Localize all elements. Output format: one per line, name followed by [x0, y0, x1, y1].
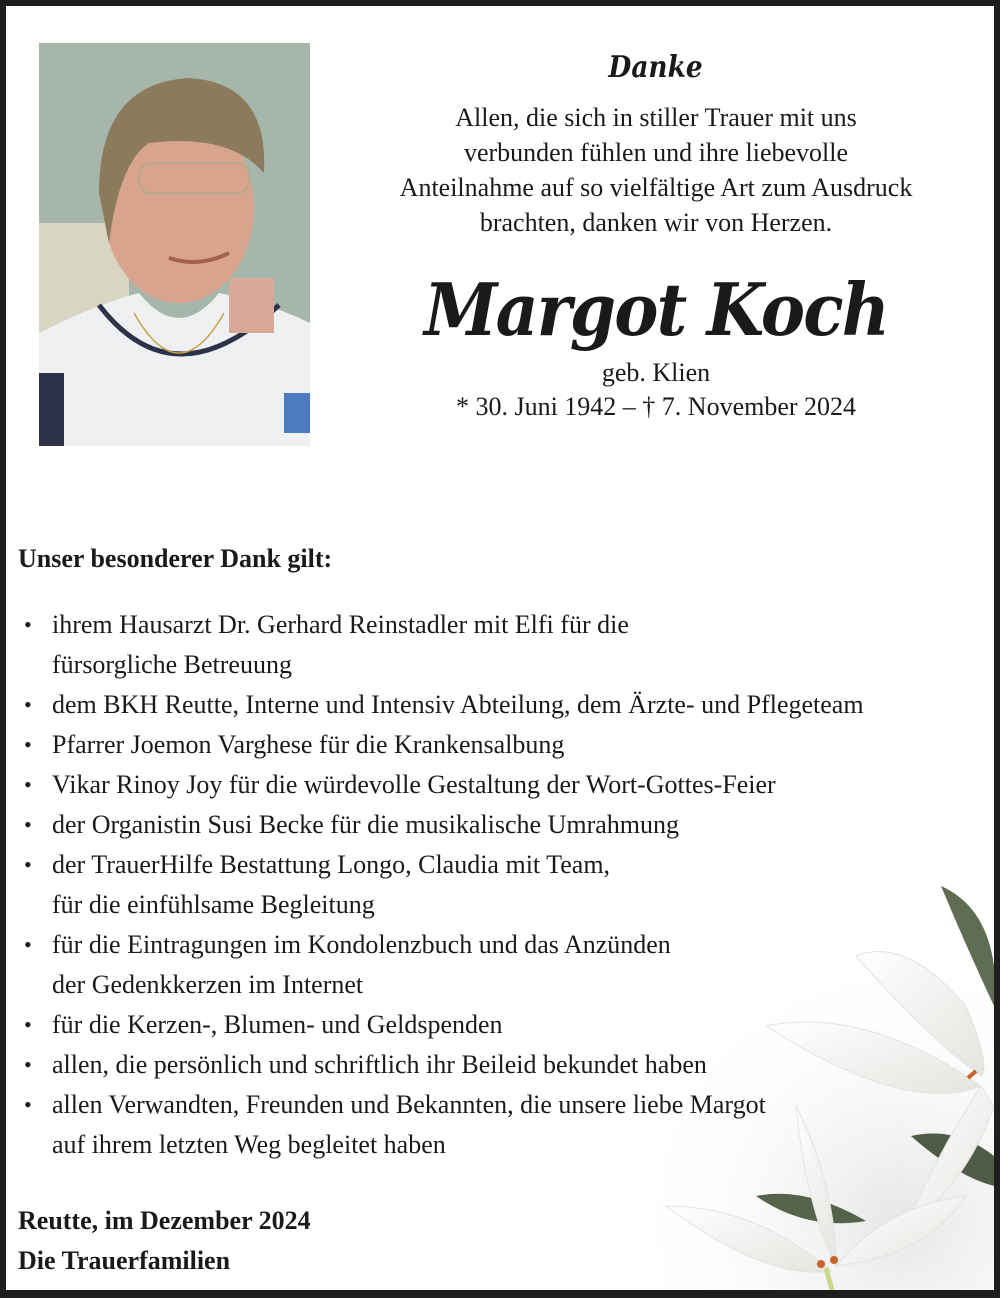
- bullet-icon: •: [24, 1012, 32, 1037]
- bullet-icon: •: [24, 772, 32, 797]
- list-item: [18, 845, 993, 925]
- intro-line: Allen, die sich in stiller Trauer mit uns: [455, 103, 857, 132]
- bullet-icon: •: [24, 852, 32, 877]
- list-item-text: für die einfühlsame Begleitung: [52, 890, 375, 919]
- bullet-icon: •: [24, 812, 32, 837]
- intro-text: [336, 100, 976, 240]
- life-dates: * 30. Juni 1942 – † 7. November 2024: [455, 392, 857, 421]
- list-item-text: auf ihrem letzten Weg begleitet haben: [52, 1130, 446, 1159]
- list-item: [18, 765, 993, 805]
- family-signature: Die Trauerfamilien: [18, 1246, 231, 1275]
- list-item: [18, 725, 993, 765]
- deceased-name: Margot Koch: [424, 267, 888, 352]
- thanks-list: [18, 605, 993, 1165]
- list-item-text: dem BKH Reutte, Interne und Intensiv Abteilung, dem Ärzte- und Pflegeteam: [52, 690, 864, 719]
- portrait-icon: [39, 43, 310, 446]
- bullet-icon: •: [24, 612, 32, 637]
- bullet-icon: •: [24, 692, 32, 717]
- list-item-text: der Gedenkkerzen im Internet: [52, 970, 364, 999]
- list-item-text: allen Verwandten, Freunden und Bekannten, die unsere liebe Margot: [52, 1090, 766, 1119]
- list-item: [18, 805, 993, 845]
- portrait-photo: [39, 43, 310, 446]
- list-item-text: für die Eintragungen im Kondolenzbuch und das Anzünden: [52, 930, 671, 959]
- maiden-name: geb. Klien: [601, 358, 711, 387]
- list-item: [18, 1045, 993, 1085]
- list-item-text: Vikar Rinoy Joy für die würdevolle Gestaltung der Wort-Gottes-Feier: [52, 770, 776, 799]
- list-item: [18, 605, 993, 685]
- page-title: Danke: [608, 50, 704, 85]
- intro-line: brachten, danken wir von Herzen.: [479, 208, 833, 237]
- place-date: Reutte, im Dezember 2024: [18, 1206, 311, 1235]
- signature: [18, 1201, 311, 1281]
- list-item-text: ihrem Hausarzt Dr. Gerhard Reinstadler mit Elfi für die: [52, 610, 629, 639]
- thanks-heading: Unser besonderer Dank gilt:: [18, 544, 333, 573]
- list-item: [18, 1085, 993, 1165]
- list-item-text: für die Kerzen-, Blumen- und Geldspenden: [52, 1010, 503, 1039]
- list-item-text: fürsorgliche Betreuung: [52, 650, 292, 679]
- bullet-icon: •: [24, 732, 32, 757]
- intro-line: Anteilnahme auf so vielfältige Art zum Ausdruck: [399, 173, 913, 202]
- intro-line: verbunden fühlen und ihre liebevolle: [463, 138, 849, 167]
- thanks-section: [18, 541, 993, 1165]
- bullet-icon: •: [24, 1092, 32, 1117]
- list-item-text: der TrauerHilfe Bestattung Longo, Claudia mit Team,: [52, 850, 611, 879]
- list-item: [18, 925, 993, 1005]
- list-item-text: der Organistin Susi Becke für die musikalische Umrahmung: [52, 810, 680, 839]
- list-item-text: Pfarrer Joemon Varghese für die Krankensalbung: [52, 730, 565, 759]
- bullet-icon: •: [24, 1052, 32, 1077]
- list-item: [18, 685, 993, 725]
- list-item: [18, 1005, 993, 1045]
- header-block: [336, 46, 976, 424]
- bullet-icon: •: [24, 932, 32, 957]
- list-item-text: allen, die persönlich und schriftlich ihr Beileid bekundet haben: [52, 1050, 707, 1079]
